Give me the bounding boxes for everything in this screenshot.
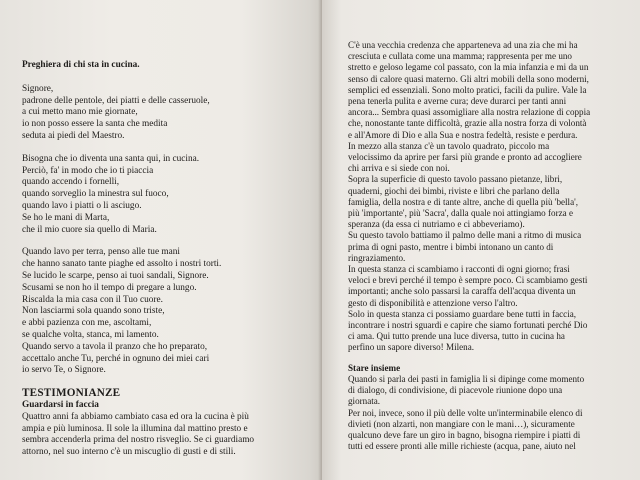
paragraph-line: divieti (non alzarti, non mangiare con le mani…), sicuramente: [348, 418, 575, 429]
poem-line: che hanno sanato tante piaghe ed assolto i nostri torti.: [22, 259, 222, 270]
paragraph-line: ringraziamento.: [348, 252, 406, 263]
paragraph-line: importanti; anche solo passarsi la caraffa dell'acqua diventa un: [348, 286, 576, 297]
poem-line: e abbi pazienza con me, ascoltami,: [22, 318, 152, 329]
prayer-title: Preghiera di chi sta in cucina.: [22, 60, 140, 70]
paragraph: [348, 40, 633, 354]
poem-line: Quando lavo per terra, penso alle tue mani: [22, 247, 180, 258]
poem-line: seduta ai piedi del Maestro.: [22, 130, 125, 141]
paragraph-line: quaderni, giochi dei bimbi, riviste e libri che parlano della: [348, 185, 560, 196]
paragraph-line: famiglia, della nostra e di tante altre, anche di quella più 'bella',: [348, 196, 579, 207]
paragraph-line: più 'importante', più 'Sacra', dalla quale noi attingiamo forza e: [348, 208, 573, 219]
poem-line: Scusami se non ho il tempo di pregare a lungo.: [22, 282, 197, 293]
paragraph-line: incontrare i nostri sguardi e capire che siamo fortunati perché Dio: [348, 320, 588, 331]
poem-line: Se lucido le scarpe, penso ai tuoi sandali, Signore.: [22, 270, 209, 281]
paragraph-line: Quando si parla dei pasti in famiglia li si dipinge come momento: [348, 373, 585, 384]
paragraph-line: attorno, nel suo interno c'è un miscuglio di gusti e di stili.: [22, 447, 236, 458]
paragraph: [22, 412, 314, 459]
poem-line: io servo Te, o Signore.: [22, 365, 106, 376]
poem-line: Se ho le mani di Marta,: [22, 212, 110, 223]
paragraph-line: prima di ogni pasto, mentre i bimbi intonano un canto di: [348, 241, 554, 252]
paragraph-line: gesto di disponibilità e attenzione verso l'altro.: [348, 297, 518, 308]
paragraph: [348, 374, 633, 452]
poem-line: accettalo anche Tu, perché in ognuno dei miei cari: [22, 353, 210, 364]
paragraph-line: Sopra la superficie di questo tavolo passano pietanze, libri,: [348, 174, 563, 185]
poem-line: Riscalda la mia casa con il Tuo cuore.: [22, 294, 163, 305]
paragraph-line: In mezzo alla stanza c'è un tavolo quadrato, piccolo ma: [348, 140, 550, 151]
stanza: [22, 84, 314, 143]
stanza: [22, 154, 314, 237]
paragraph-line: che, nonostante tante difficoltà, grazie alla nostra forza di volontà: [348, 118, 587, 129]
paragraph-line: senso di calore quasi materno. Gli altri mobili della sono moderni,: [348, 73, 589, 84]
poem-line: Non lasciarmi sola quando sono triste,: [22, 306, 165, 317]
poem-line: padrone delle pentole, dei piatti e delle casseruole,: [22, 95, 210, 106]
paragraph-line: Solo in questa stanza ci possiamo guardare bene tutti in faccia,: [348, 308, 577, 319]
poem-line: Bisogna che io diventa una santa qui, in cucina.: [22, 153, 200, 164]
stanza: [22, 247, 314, 377]
poem-line: Perciò, fa' in modo che io ti piaccia: [22, 165, 154, 176]
paragraph-line: ci ama. Qui tutto prende una luce diversa, tutto in cucina ha: [348, 331, 565, 342]
paragraph-line: C'è una vecchia credenza che apparteneva ad una zia che mi ha: [348, 40, 578, 50]
poem-line: se qualche volta, stanca, mi lamento.: [22, 329, 159, 340]
paragraph-line: speranza (da essa ci nutriamo e ci abbeveriamo).: [348, 219, 525, 230]
right-column: [348, 40, 633, 452]
paragraph-line: veloci e brevi perché il tempo è sempre poco. Ci scambiamo gesti: [348, 275, 588, 286]
paragraph-line: di dialogo, di condivisione, di piacevole riunione dopo una: [348, 385, 563, 396]
paragraph-line: ancora... Sembra quasi assomigliare alla nostra relazione di coppia: [348, 107, 591, 118]
paragraph-line: stretto e geloso legame col passato, con la mia infanzia e mi da un: [348, 62, 589, 73]
paragraph-line: cresciuta e cullata come una mamma; rappresenta per me uno: [348, 51, 572, 62]
poem-line: quando lavo i piatti o li asciugo.: [22, 200, 142, 211]
paragraph-line: velocissimo da aprire per farsi più grande e pronto ad accogliere: [348, 152, 582, 163]
paragraph-line: Su questo tavolo battiamo il palmo delle mani a ritmo di musica: [348, 230, 582, 241]
paragraph-line: Quattro anni fa abbiamo cambiato casa ed ora la cucina è più: [22, 411, 249, 422]
poem-line: io non posso essere la santa che medita: [22, 119, 168, 130]
paragraph-line: perfino un sapore diverso! Milena.: [348, 342, 475, 353]
poem-line: che il mio cuore sia quello di Maria.: [22, 224, 157, 235]
left-column: [22, 60, 314, 459]
paragraph-line: Per noi, invece, sono il più delle volte un'interminabile elenco di: [348, 407, 583, 418]
poem-line: Signore,: [22, 83, 54, 94]
paragraph-line: qualcuno deve fare un giro in bagno, bisogna riempire i piatti di: [348, 429, 581, 440]
paragraph-line: e all'Amore di Dio e alla Sua e nostra fedeltà, resiste e perdura.: [348, 129, 578, 140]
poem-line: Quando servo a tavola il pranzo che ho preparato,: [22, 341, 208, 352]
paragraph-line: pena tenerla pulita e averne cura; deve durarci per tanti anni: [348, 96, 567, 107]
paragraph-line: giornata.: [348, 396, 381, 407]
paragraph-line: tutti ed essere pronti alle mille richieste (acqua, pane, aiuto nel: [348, 441, 576, 452]
poem-line: quando accendo i fornelli,: [22, 177, 120, 188]
section-title-stare-insieme: Stare insieme: [348, 362, 401, 373]
poem-line: a cui metto mano mie giornate,: [22, 107, 138, 118]
poem-line: quando sorveglio la minestra sul fuoco,: [22, 189, 169, 200]
paragraph-line: sembra accenderla prima del nostro risveglio. Se ci guardiamo: [22, 435, 255, 446]
paragraph-line: In questa stanza ci scambiamo i racconti di ogni giorno; frasi: [348, 264, 570, 275]
section-title: TESTIMONIANZE: [22, 387, 121, 400]
paragraph-line: chi arriva e si siede con noi.: [348, 163, 450, 174]
paragraph-line: semplici ed essenziali. Sono molto pratici, facili da pulire. Vale la: [348, 84, 587, 95]
subsection-title: Guardarsi in faccia: [22, 399, 99, 410]
paragraph-line: ampia e più luminosa. Il sole la illumina dal mattino presto e: [22, 423, 248, 434]
